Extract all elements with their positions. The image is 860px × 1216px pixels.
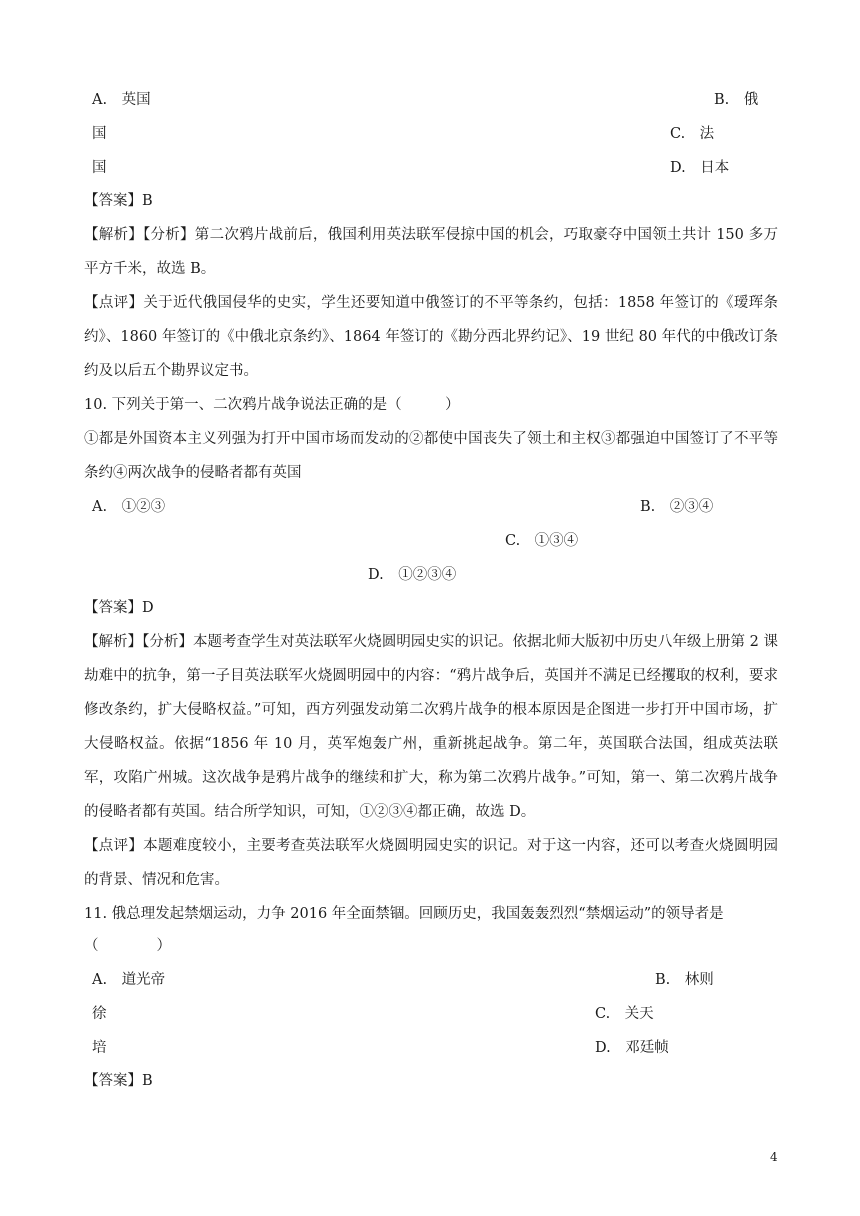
q10-answer: 【答案】D bbox=[84, 600, 154, 616]
q11-option-c: C. 关天 bbox=[595, 1006, 654, 1022]
q9-option-d: D. 日本 bbox=[670, 160, 730, 176]
q10-option-c: C. ①③④ bbox=[505, 533, 579, 549]
q9-option-c: C. 法 bbox=[670, 126, 715, 142]
q11-answer: 【答案】B bbox=[84, 1073, 153, 1089]
q10-option-d: D. ①②③④ bbox=[368, 567, 457, 583]
q11-option-d: D. 邓廷帧 bbox=[595, 1040, 669, 1056]
page-number: 4 bbox=[770, 1150, 778, 1164]
q11-option-a: A. 道光帝 bbox=[92, 972, 166, 988]
q9-analysis: 【解析】【分析】第二次鸦片战前后，俄国利用英法联军侵掠中国的机会，巧取豪夺中国领土共计 150 多万平方千米，故选 B。 bbox=[84, 227, 778, 277]
q10-analysis: 【解析】【分析】本题考查学生对英法联军火烧圆明园史实的识记。依据北师大版初中历史八年级上册第 2 课劫难中的抗争，第一子目英法联军火烧圆明园中的内容：“鸦片战争后，英国并不满足已经攫取的权利，要求修改条约，扩大侵略权益。”可知，西方列强发动第二次鸦片战争的根本原因是企图进一步打开中国市场，扩大侵略权益。依据“1856 年 10 月，英军炮轰广州，重新挑起战争。第二年，英国联合法国，组成英法联军，攻陷广州城。这次战争是鸦片战争的继续和扩大，称为第二次鸦片战争。”可知，第一、第二次鸦片战争的侵略者都有英国。结合所学知识，可知，①②③④都正确，故选 D。 bbox=[84, 634, 778, 820]
q9-option-a: A. 英国 bbox=[92, 92, 151, 108]
q11-option-b: B. 林则 bbox=[655, 972, 714, 988]
q9-option-c-continuation: 国 bbox=[92, 160, 107, 176]
q9-answer: 【答案】B bbox=[84, 193, 153, 209]
q9-comment: 【点评】关于近代俄国侵华的史实，学生还要知道中俄签订的不平等条约，包括：1858 年签订的《瑷珲条约》、1860 年签订的《中俄北京条约》、1864 年签订的《勘分西北界约记》、19 世纪 80 年代的中俄改订条约及以后五个勘界议定书。 bbox=[84, 295, 778, 379]
q9-option-b: B. 俄 bbox=[714, 92, 759, 108]
q11-option-c-continuation: 培 bbox=[92, 1040, 107, 1056]
q10-statements: ①都是外国资本主义列强为打开中国市场而发动的②都使中国丧失了领土和主权③都强迫中国签订了不平等条约④两次战争的侵略者都有英国 bbox=[84, 431, 778, 481]
q11-stem: 11. 俄总理发起禁烟运动，力争 2016 年全面禁锢。回顾历史，我国轰轰烈烈“禁烟运动”的领导者是 bbox=[84, 906, 724, 922]
q10-stem: 10. 下列关于第一、二次鸦片战争说法正确的是（ ） bbox=[84, 397, 460, 413]
q10-option-a: A. ①②③ bbox=[92, 499, 166, 515]
q9-option-b-continuation: 国 bbox=[92, 126, 107, 142]
q10-option-b: B. ②③④ bbox=[640, 499, 714, 515]
q11-stem-blank: （ ） bbox=[84, 938, 171, 954]
q11-option-b-continuation: 徐 bbox=[92, 1006, 107, 1022]
q10-comment: 【点评】本题难度较小，主要考查英法联军火烧圆明园史实的识记。对于这一内容，还可以考查火烧圆明园的背景、情况和危害。 bbox=[84, 838, 778, 888]
